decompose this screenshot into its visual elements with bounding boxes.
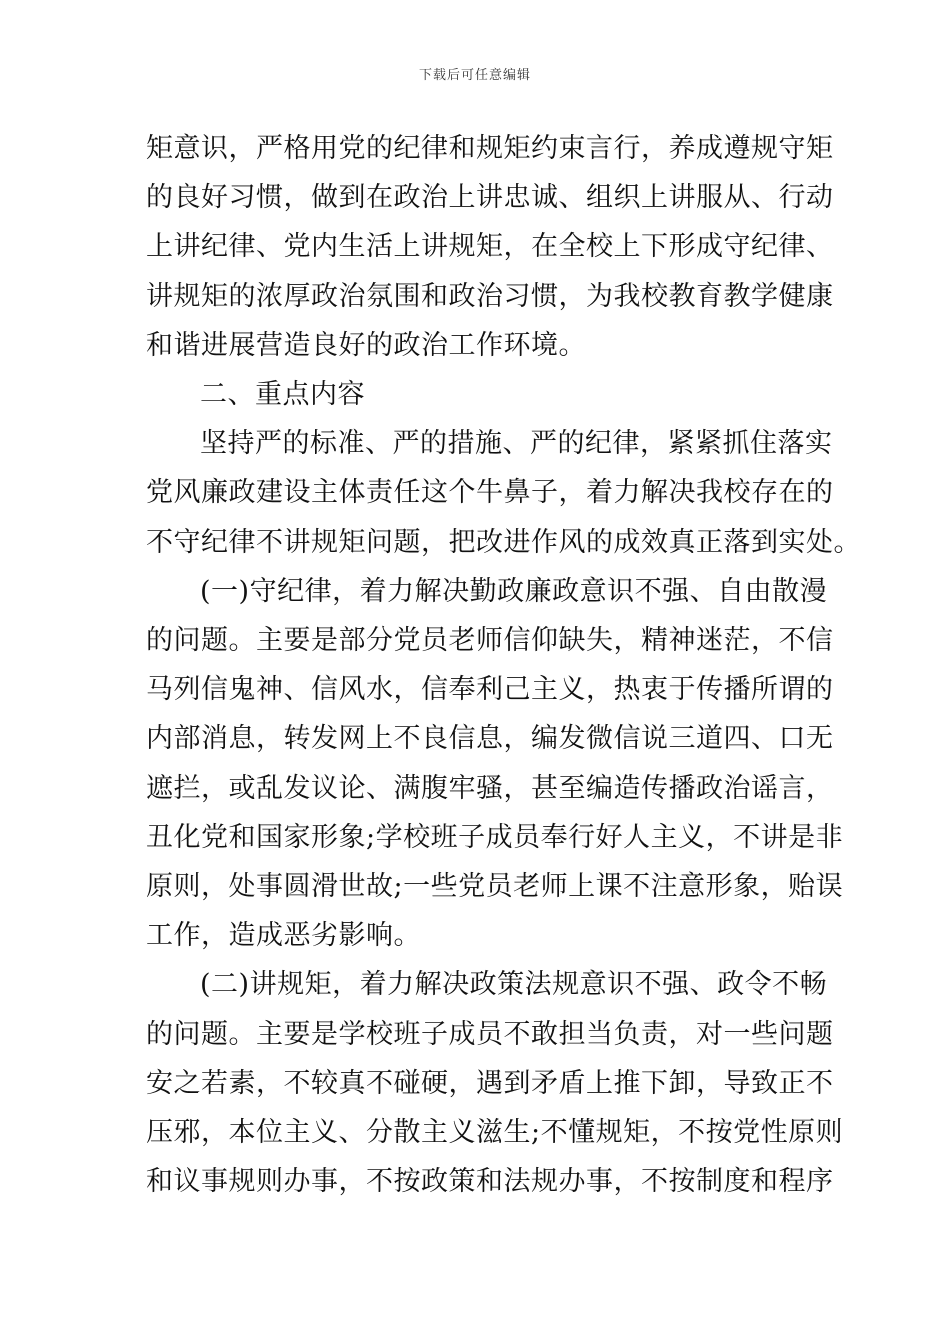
text-line: 的问题。主要是部分党员老师信仰缺失，精神迷茫，不信 bbox=[146, 625, 834, 657]
section-heading bbox=[146, 370, 808, 419]
text-line: 安之若素，不较真不碰硬，遇到矛盾上推下卸，导致正不 bbox=[146, 1067, 834, 1099]
text-line: 讲规矩的浓厚政治氛围和政治习惯，为我校教育教学健康 bbox=[146, 280, 834, 312]
text-line: (二)讲规矩，着力解决政策法规意识不强、政令不畅 bbox=[200, 969, 828, 1001]
text-line: 丑化党和国家形象;学校班子成员奉行好人主义，不讲是非 bbox=[146, 821, 844, 853]
text-line: 和议事规则办事，不按政策和法规办事，不按制度和程序 bbox=[146, 1166, 834, 1198]
page-header-note: 下载后可任意编辑 bbox=[418, 68, 531, 83]
text-line: 二、重点内容 bbox=[200, 379, 365, 411]
text-line: 压邪，本位主义、分散主义滋生;不懂规矩，不按党性原则 bbox=[146, 1117, 844, 1149]
text-line: 遮拦，或乱发议论、满腹牢骚，甚至编造传播政治谣言， bbox=[146, 772, 834, 804]
document-body bbox=[146, 124, 861, 1206]
text-line: 上讲纪律、党内生活上讲规矩，在全校上下形成守纪律、 bbox=[146, 231, 834, 263]
text-line: 的问题。主要是学校班子成员不敢担当负责，对一些问题 bbox=[146, 1018, 834, 1050]
text-line: 坚持严的标准、严的措施、严的纪律，紧紧抓住落实 bbox=[200, 428, 833, 460]
paragraph-1 bbox=[146, 124, 834, 370]
text-line: 不守纪律不讲规矩问题，把改进作风的成效真正落到实处。 bbox=[146, 526, 861, 558]
paragraph-3 bbox=[146, 567, 844, 961]
text-line: 原则，处事圆滑世故;一些党员老师上课不注意形象，贻误 bbox=[146, 871, 844, 903]
text-line: 工作，造成恶劣影响。 bbox=[146, 920, 421, 952]
text-line: 内部消息，转发网上不良信息，编发微信说三道四、口无 bbox=[146, 723, 834, 755]
paragraph-2 bbox=[146, 419, 861, 567]
text-line: 马列信鬼神、信风水，信奉利己主义，热衷于传播所谓的 bbox=[146, 674, 834, 706]
text-line: 矩意识，严格用党的纪律和规矩约束言行，养成遵规守矩 bbox=[146, 133, 834, 164]
text-line: 的良好习惯，做到在政治上讲忠诚、组织上讲服从、行动 bbox=[146, 182, 834, 214]
paragraph-4 bbox=[146, 960, 844, 1206]
text-line: (一)守纪律，着力解决勤政廉政意识不强、自由散漫 bbox=[200, 575, 828, 607]
text-line: 党风廉政建设主体责任这个牛鼻子，着力解决我校存在的 bbox=[146, 477, 834, 509]
text-line: 和谐进展营造良好的政治工作环境。 bbox=[146, 329, 586, 361]
